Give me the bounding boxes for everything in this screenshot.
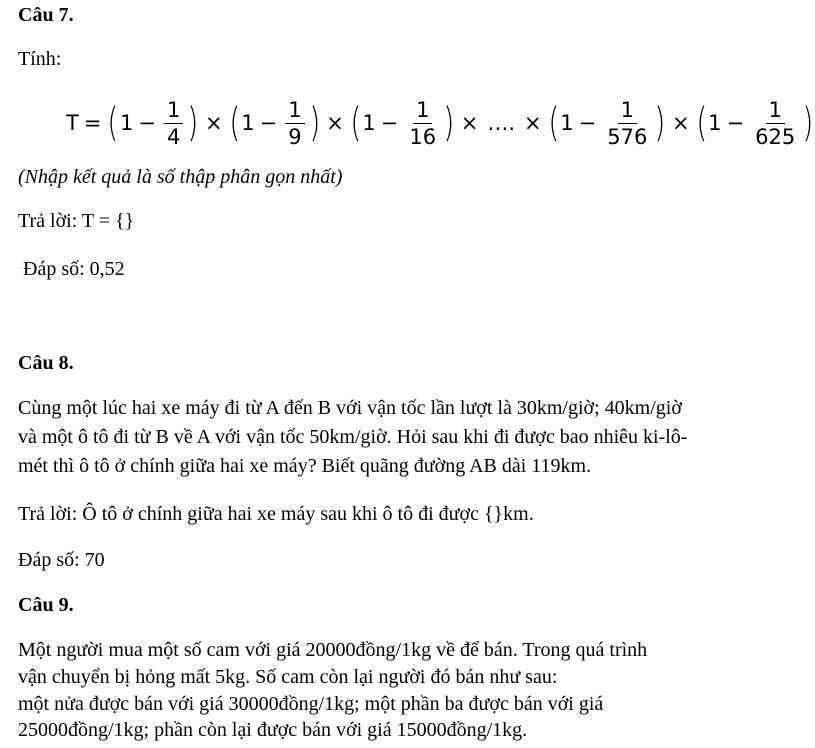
formula-one: 1 <box>560 111 574 135</box>
formula-one: 1 <box>120 111 134 135</box>
q8-result: Đáp số: 70 <box>18 549 105 571</box>
fraction <box>752 99 798 148</box>
fraction-numerator: 1 <box>618 99 637 124</box>
formula-one: 1 <box>362 111 376 135</box>
formula-times: × <box>671 111 690 135</box>
q8-line: Cùng một lúc hai xe máy đi từ A đến B với vận tốc lần lượt là 30km/giờ; 40km/giờ <box>18 397 682 419</box>
paren-open: ( <box>695 100 707 146</box>
fraction-numerator: 1 <box>766 99 785 124</box>
formula-minus: − <box>259 111 278 135</box>
formula-times: × <box>326 111 344 135</box>
fraction-numerator: 1 <box>285 99 304 124</box>
fraction <box>285 99 304 148</box>
formula-times: × <box>524 111 542 135</box>
formula-equals: = <box>83 111 102 135</box>
q9-line: 25000đồng/1kg; phần còn lại được bán với giá 15000đồng/1kg. <box>18 719 528 741</box>
fraction <box>604 99 650 148</box>
formula-times: × <box>460 111 479 135</box>
paren-open: ( <box>350 100 362 146</box>
fraction <box>406 99 439 148</box>
fraction-denominator: 16 <box>409 124 437 149</box>
fraction <box>164 99 183 148</box>
formula-times: × <box>205 111 223 135</box>
q7-formula <box>66 93 815 153</box>
paren-open: ( <box>547 100 559 146</box>
paren-close: ) <box>187 100 199 146</box>
formula-ellipsis: …. <box>487 111 516 135</box>
q9-title: Câu 9. <box>18 594 74 616</box>
formula-one: 1 <box>708 111 722 135</box>
q8-answer-line: Trả lời: Ô tô ở chính giữa hai xe máy sau khi ô tô đi được {}km. <box>18 503 534 525</box>
paren-close: ) <box>654 100 666 146</box>
formula-minus: − <box>726 111 745 135</box>
paren-open: ( <box>228 100 240 146</box>
paren-open: ( <box>107 100 119 146</box>
q9-line: một nửa được bán với giá 30000đồng/1kg; một phần ba được bán với giá <box>18 693 604 715</box>
formula-one: 1 <box>241 111 255 135</box>
q8-line: mét thì ô tô ở chính giữa hai xe máy? Biết quãng đường AB dài 119km. <box>18 455 592 477</box>
fraction-denominator: 625 <box>755 124 796 149</box>
formula-minus: − <box>380 111 399 135</box>
formula-minus: − <box>138 111 157 135</box>
paren-close: ) <box>308 100 320 146</box>
fraction-denominator: 576 <box>607 124 648 149</box>
q8-title: Câu 8. <box>18 352 74 374</box>
q9-line: Một người mua một số cam với giá 20000đồng/1kg về để bán. Trong quá trình <box>18 639 648 661</box>
q7-result: Đáp số: 0,52 <box>18 258 125 280</box>
q8-line: và một ô tô đi từ B về A với vận tốc 50km/giờ. Hỏi sau khi đi được bao nhiêu ki-lô- <box>18 426 688 448</box>
q7-title: Câu 7. <box>18 4 74 26</box>
formula-minus: − <box>578 111 597 135</box>
paren-close: ) <box>443 100 455 146</box>
formula-lhs: T <box>66 111 79 135</box>
fraction-denominator: 4 <box>167 124 181 149</box>
q7-note: (Nhập kết quả là số thập phân gọn nhất) <box>18 166 343 188</box>
q9-line: vận chuyển bị hỏng mất 5kg. Số cam còn lại người đó bán như sau: <box>18 666 558 688</box>
fraction-numerator: 1 <box>164 99 183 124</box>
q7-prompt: Tính: <box>18 48 62 70</box>
paren-close: ) <box>802 100 814 146</box>
fraction-numerator: 1 <box>413 99 432 124</box>
fraction-denominator: 9 <box>288 124 302 149</box>
q7-answer-line: Trả lời: T = {} <box>18 210 135 232</box>
